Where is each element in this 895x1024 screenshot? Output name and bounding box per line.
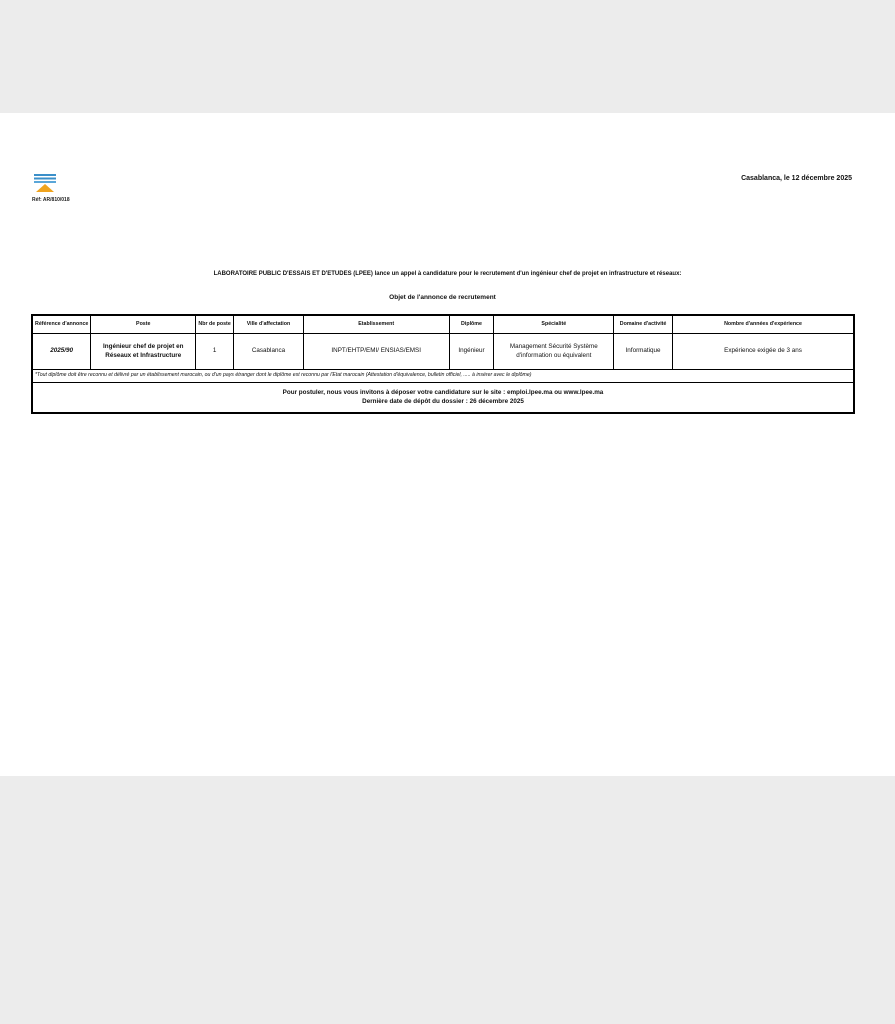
header-diplome: Diplôme <box>449 315 494 334</box>
note-text: *Tout diplôme doit être reconnu et délivré par un établissement marocain, ou d'un pays étranger dont le diplôme est reconnu par l'Etat marocain (Attestation d'équivalence, bulletin officiel, ..... à insérer avec le diplôme) <box>32 370 854 383</box>
footer-cell <box>32 383 854 414</box>
apply-instructions: Pour postuler, nous vous invitons à déposer votre candidature sur le site : emploi.lpee.ma ou www.lpee.ma <box>282 389 604 396</box>
header-etablissement: Etablissement <box>303 315 449 334</box>
cell-experience: Expérience exigée de 3 ans <box>673 334 854 370</box>
table-row <box>32 334 854 370</box>
cell-specialite: Management Sécurité Système d'information ou équivalent <box>494 334 614 370</box>
deadline-text: Dernière date de dépôt du dossier : 26 décembre 2025 <box>362 397 524 405</box>
cell-diplome: Ingénieur <box>449 334 494 370</box>
cell-reference: 2025/90 <box>32 334 91 370</box>
footer-row <box>32 383 854 414</box>
cell-poste: Ingénieur chef de projet en Réseaux et Infrastructure <box>91 334 196 370</box>
cell-nbr: 1 <box>196 334 234 370</box>
note-row <box>32 370 854 383</box>
intro-text: LABORATOIRE PUBLIC D'ESSAIS ET D'ETUDES (LPEE) lance un appel à candidature pour le recrutement d'un ingénieur chef de projet en infrastructure et réseaux: <box>213 271 682 277</box>
objet-title: Objet de l'annonce de recrutement <box>389 294 496 301</box>
header-experience: Nombre d'années d'expérience <box>673 315 854 334</box>
header-ville: Ville d'affectation <box>234 315 304 334</box>
date-line: Casablanca, le 12 décembre 2025 <box>741 175 852 182</box>
reference-number: Réf: AR/810/018 <box>32 197 70 203</box>
lpee-logo-icon <box>33 173 57 193</box>
header-poste: Poste <box>91 315 196 334</box>
header-reference: Référence d'annonce <box>32 315 91 334</box>
header-specialite: Spécialité <box>494 315 614 334</box>
header-nbr: Nbr de poste <box>196 315 234 334</box>
cell-ville: Casablanca <box>234 334 304 370</box>
cell-domaine: Informatique <box>614 334 673 370</box>
document-page <box>0 113 895 776</box>
recruitment-table <box>31 314 855 414</box>
table-header-row <box>32 315 854 334</box>
header-domaine: Domaine d'activité <box>614 315 673 334</box>
cell-etablissement: INPT/EHTP/EMI/ ENSIAS/EMSI <box>303 334 449 370</box>
